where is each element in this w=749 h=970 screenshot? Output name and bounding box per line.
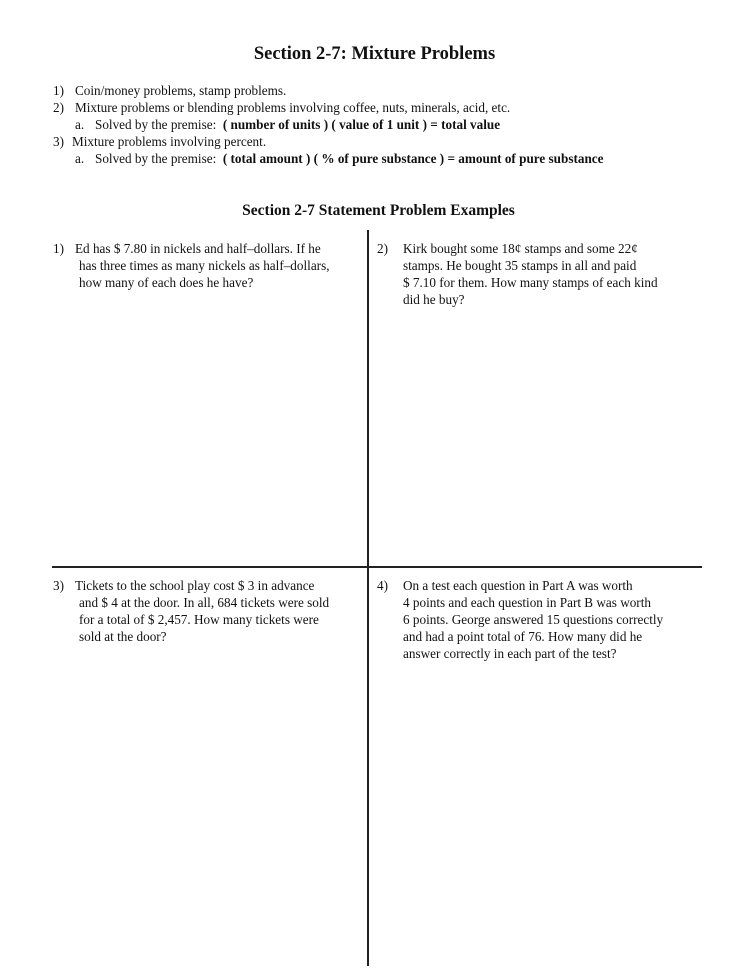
problem-line: On a test each question in Part A was worth — [403, 578, 633, 593]
item-number: a. — [75, 151, 85, 166]
vertical-divider — [367, 230, 369, 966]
problem-number: 2) — [377, 241, 388, 256]
problem-line: for a total of $ 2,457. How many tickets were — [79, 612, 319, 627]
problem-line: has three times as many nickels as half–dollars, — [79, 258, 330, 273]
item-number: 1) — [53, 83, 64, 98]
problem-line: sold at the door? — [79, 629, 167, 644]
premise-label: Solved by the premise: — [95, 151, 217, 166]
problem-line: 4 points and each question in Part B was worth — [403, 595, 651, 610]
page-title: Section 2-7: Mixture Problems — [253, 44, 496, 64]
intro-item — [53, 99, 604, 116]
intro-subitem — [53, 150, 604, 167]
intro-list — [53, 82, 604, 167]
problem-line: stamps. He bought 35 stamps in all and paid — [403, 258, 637, 273]
item-text: Mixture problems involving percent. — [72, 134, 267, 149]
problem-line: and had a point total of 76. How many did he — [403, 629, 643, 644]
problem-line: did he buy? — [403, 292, 465, 307]
intro-item — [53, 82, 604, 99]
section-subtitle: Section 2-7 Statement Problem Examples — [242, 202, 515, 219]
item-text: Mixture problems or blending problems involving coffee, nuts, minerals, acid, etc. — [75, 100, 511, 115]
problem-line: $ 7.10 for them. How many stamps of each kind — [403, 275, 658, 290]
horizontal-divider — [52, 566, 702, 568]
item-text: Coin/money problems, stamp problems. — [75, 83, 287, 98]
problem-4 — [377, 577, 707, 662]
problem-2 — [377, 240, 707, 308]
problem-number: 1) — [53, 241, 64, 256]
problem-line: answer correctly in each part of the test? — [403, 646, 617, 661]
problem-number: 4) — [377, 578, 388, 593]
problem-line: and $ 4 at the door. In all, 684 tickets were sold — [79, 595, 330, 610]
premise-formula: ( total amount ) ( % of pure substance ) = amount of pure substance — [222, 151, 604, 166]
item-number: a. — [75, 117, 85, 132]
problem-line: Kirk bought some 18¢ stamps and some 22¢ — [403, 241, 638, 256]
problem-1 — [53, 240, 363, 291]
intro-item — [53, 133, 604, 150]
problem-line: 6 points. George answered 15 questions correctly — [403, 612, 664, 627]
intro-subitem — [53, 116, 604, 133]
premise-label: Solved by the premise: — [95, 117, 217, 132]
problem-line: how many of each does he have? — [79, 275, 254, 290]
item-number: 2) — [53, 100, 64, 115]
problem-line: Ed has $ 7.80 in nickels and half–dollars. If he — [75, 241, 321, 256]
problem-line: Tickets to the school play cost $ 3 in advance — [75, 578, 315, 593]
item-number: 3) — [53, 134, 64, 149]
premise-formula: ( number of units ) ( value of 1 unit ) = total value — [222, 117, 501, 132]
problem-3 — [53, 577, 363, 645]
problem-number: 3) — [53, 578, 64, 593]
